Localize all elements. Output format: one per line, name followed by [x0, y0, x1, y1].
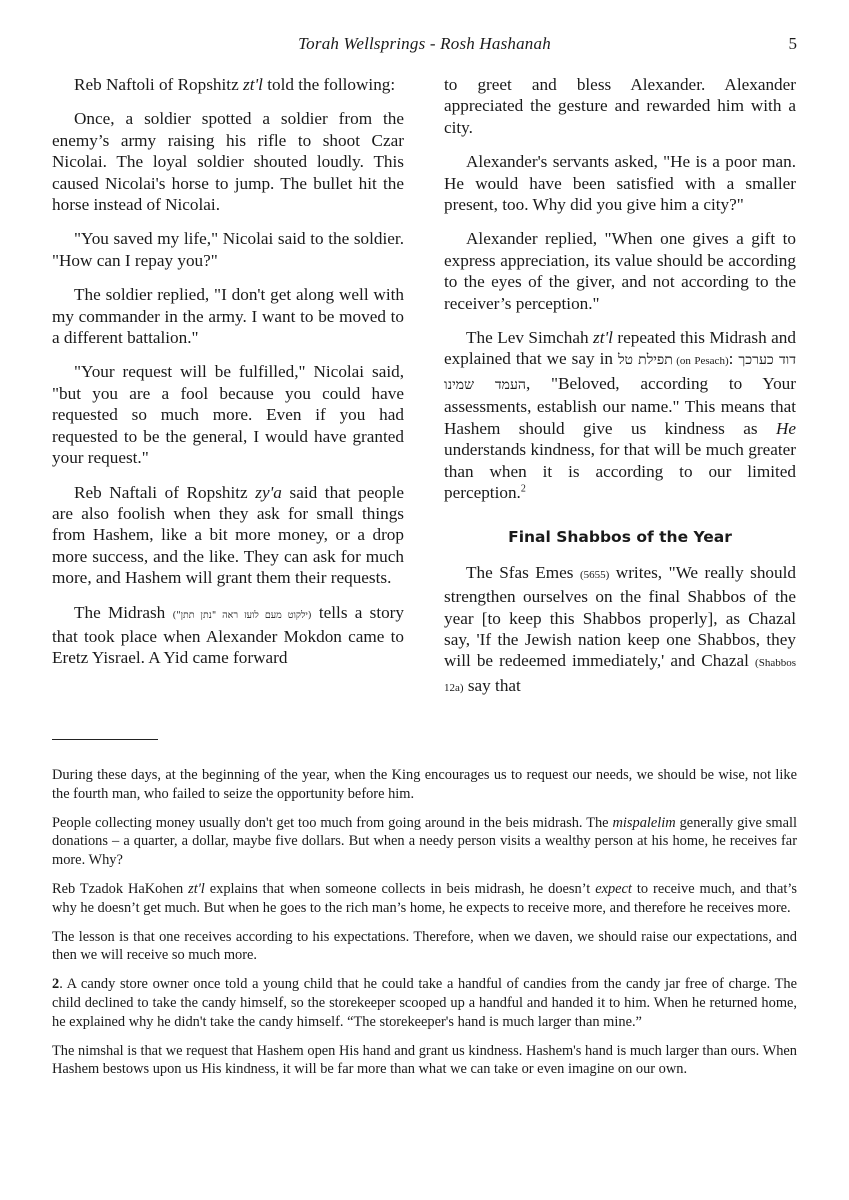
paragraph: The soldier replied, "I don't get along well with my commander in the army. I want to be moved to a different battalion.": [52, 285, 404, 348]
running-header: [52, 34, 797, 58]
hebrew-text: תפילת טל: [617, 352, 673, 369]
paragraph: The Midrash (ילקוט מעם לועז ראה "נתן תתן") tells a story that took place when Alexander Mokdon came to Eretz Yisrael. A Yid came forward: [52, 602, 405, 668]
footnote-paragraph: The nimshal is that we request that Hashem open His hand and grant us kindness. Hashem's hand is much larger than ours. When Hashem bestows upon us His kindness, it will be far more than what we can take or even imagine on our own.: [52, 1042, 797, 1078]
hebrew-source: (ילקוט מעם לועז ראה "נתן תתן"): [172, 609, 312, 621]
hebrew-text: דוד כערכך העמד שמינו: [444, 352, 796, 393]
paragraph: The Sfas Emes (5655) writes, "We really should strengthen ourselves on the final Shabbos of the year [to keep this Shabbos properly], as Chazal say, 'If the Jewish nation keep one Shabbos, they will be redeemed immediately,' and Chazal (Shabbos 12a) say that: [444, 562, 796, 695]
page-number: 5: [788, 34, 797, 53]
paragraph: "Your request will be fulfilled," Nicolai said, "but you are a fool because you could have requested so much more. Even if you had requested to be the general, I would have granted your request.": [52, 362, 404, 468]
footnote-paragraph: People collecting money usually don't get too much from going around in the beis midrash. The mispalelim generally give small donations – a quarter, a dollar, maybe five dollars. But when a needy person visits a wealthy person at his home, he receives far more. Why?: [52, 814, 797, 868]
footnote-separator: [52, 739, 158, 740]
left-column: [52, 74, 404, 682]
footnote-paragraph: The lesson is that one receives according to his expectations. Therefore, when we daven, we should raise our expectations, and then we will receive so much more.: [52, 928, 797, 964]
paragraph: Alexander replied, "When one gives a gift to express appreciation, its value should be according to the eyes of the giver, and not according to the receiver’s perception.": [444, 229, 796, 313]
paragraph: The Lev Simchah zt'l repeated this Midrash and explained that we say in תפילת טל (on Pesach): דוד כערכך העמד שמינו, "Beloved, according to Your assessments, establish our name." This means that Hashem should give us kindness as He understands kindness, for that will be much greater than when it is according to our limited perception.$^2$: [444, 328, 796, 502]
footnote-number: 2: [52, 976, 60, 993]
running-title: Torah Wellsprings - Rosh Hashanah: [298, 34, 551, 53]
paragraph: to greet and bless Alexander. Alexander appreciated the gesture and rewarded him with a city.: [444, 75, 796, 137]
footnote-paragraph: During these days, at the beginning of the year, when the King encourages us to request our needs, we should be wise, not like the fourth man, who failed to seize the opportunity before him.: [52, 767, 797, 802]
footnotes: [52, 766, 797, 1089]
paragraph: "You saved my life," Nicolai said to the soldier. "How can I repay you?": [52, 229, 404, 270]
footnote-paragraph: Reb Tzadok HaKohen zt'l explains that when someone collects in beis midrash, he doesn’t expect to receive much, and that’s why he doesn’t get much. But when he goes to the rich man’s home, he expects to receive more, and therefore he receives more.: [52, 880, 797, 916]
section-heading: Final Shabbos of the Year: [508, 528, 732, 547]
right-column: [444, 74, 796, 712]
paragraph: Reb Naftali of Ropshitz zy'a said that people are also foolish when they ask for small things from Hashem, like a bit more money, or a drop more success, and the like. They can ask for much more, and Hashem will grant them their requests.: [52, 482, 404, 588]
footnote-marker: 2: [520, 483, 526, 495]
paragraph: Once, a soldier spotted a soldier from the enemy’s army raising his rifle to shoot Czar Nicolai. The loyal soldier shouted loudly. This caused Nicolai's horse to jump. The bullet hit the horse instead of Nicolai.: [52, 109, 404, 215]
paragraph: Reb Naftoli of Ropshitz zt'l told the following:: [74, 75, 396, 94]
footnote-paragraph: 2. A candy store owner once told a young child that he could take a handful of candies from the candy jar free of charge. The child declined to take the candy himself, so the storekeeper scooped up a handful and handed it to him. When he returned home, he explained why he didn't take the candy himself. “The storekeeper's hand is much larger than mine.”: [52, 976, 797, 1030]
paragraph: Alexander's servants asked, "He is a poor man. He would have been satisfied with a smaller present, too. Why did you give him a city?": [444, 152, 796, 215]
